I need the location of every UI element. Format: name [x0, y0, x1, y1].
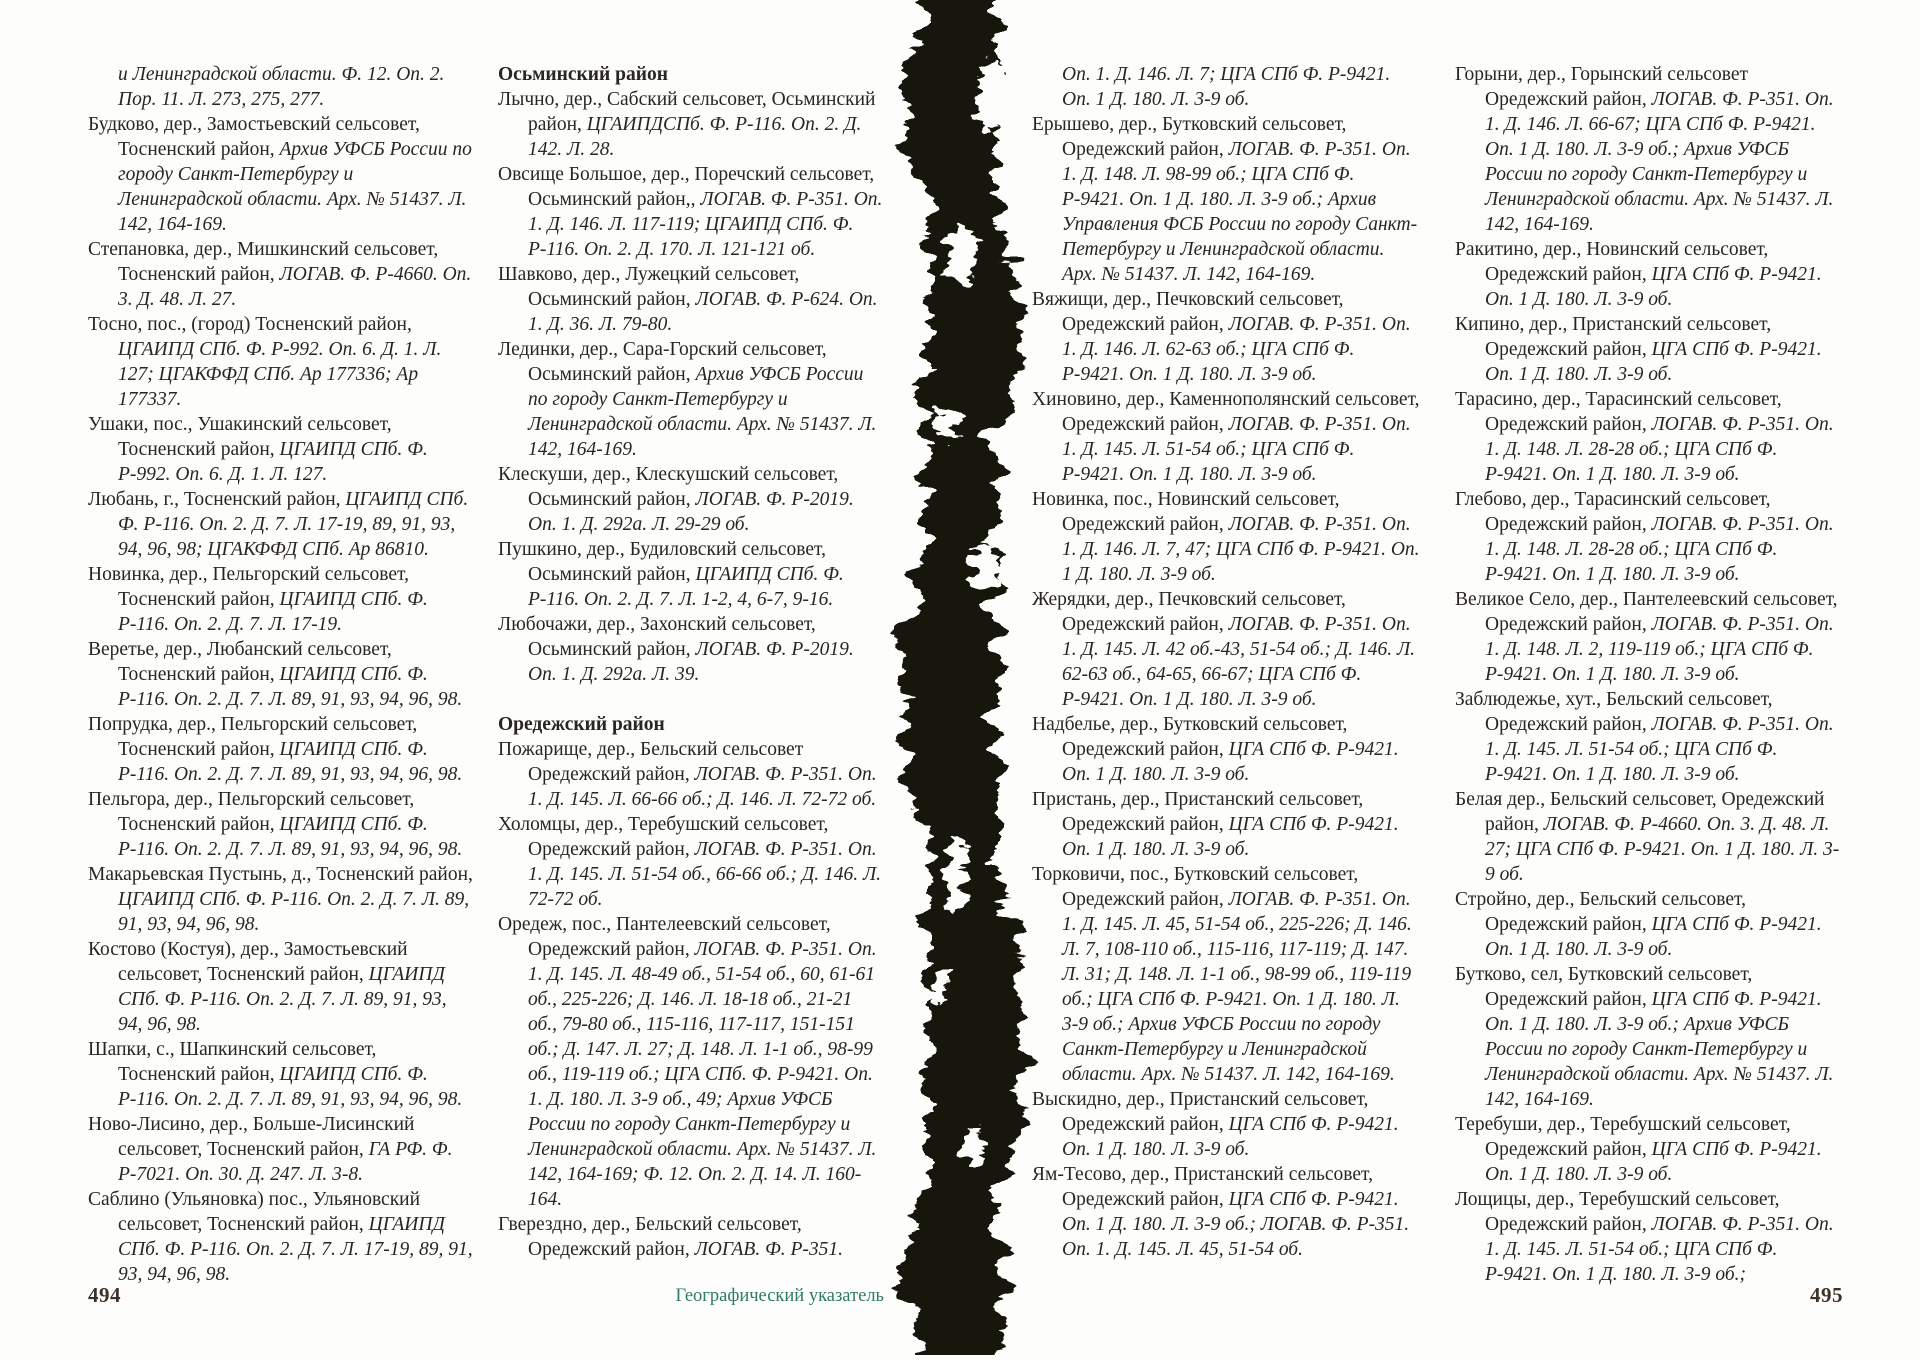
index-entry [1032, 487, 1420, 587]
archive-reference: ЦГА СПб Ф. Р-9421. Оп. 1 Д. 180. Л. 3-9 об. [1062, 1114, 1399, 1160]
index-entry [1455, 1187, 1843, 1287]
place-name: Любочажи, дер., Захонский сельсовет, Осьминский район, [498, 614, 816, 660]
archive-reference: ЦГАИПД СПб. Ф. Р-116. Оп. 2. Д. 7. Л. 89, 91, 93, 94, 96, 98. [118, 739, 463, 785]
place-name: Великое Село, дер., Пантелеевский сельсовет, Оредежский район, [1455, 589, 1838, 635]
index-entry [1455, 587, 1843, 687]
archive-reference: ЛОГАВ. Ф. Р-4660. Оп. 3. Д. 48. Л. 27; ЦГА СПб Ф. Р-9421. Оп. 1 Д. 180. Л. 3-9 об. [1485, 814, 1840, 885]
archive-reference: ЛОГАВ. Ф. Р-351. Оп. 1. Д. 145. Л. 51-54 об.; ЦГА СПб Ф. Р-9421. Оп. 1 Д. 180. Л. 3-9 об. [1485, 714, 1834, 785]
archive-reference: ЦГАИПД СПб. Ф. Р-992. Оп. 6. Д. 1. Л. 127; ЦГАКФФД СПб. Ар 177336; Ар 177337. [118, 339, 442, 410]
left-page-column-2 [498, 62, 884, 1287]
district-heading: Осьминский район [498, 64, 668, 85]
index-entry [498, 1212, 884, 1262]
archive-reference: ЛОГАВ. Ф. Р-351. Оп. 1. Д. 145. Л. 45, 51-54 об., 225-226; Д. 146. Л. 7, 108-110 об., 115-116, 117-119; Д. 147. Л. 31; Д. 148. Л. 1-1 об., 98-99 об., 119-119 об.; ЦГА СПб Ф. Р-9421. Оп. 1 Д. 180. Л. 3-9 об.; Архив УФСБ России по городу Санкт-Петербургу и Ленинградской области. Арх. № 51437. Л. 142, 164-169. [1062, 889, 1412, 1085]
index-entry [1032, 587, 1420, 712]
index-entry [1455, 487, 1843, 587]
index-entry [1455, 687, 1843, 787]
place-name: Степановка, дер., Мишкинский сельсовет, Тосненский район, [88, 239, 439, 285]
index-entry [1032, 862, 1420, 1087]
index-entry [1032, 387, 1420, 487]
archive-reference: ЛОГАВ. Ф. Р-351. Оп. 1. Д. 146. Л. 117-119; ЦГАИПД СПб. Ф. Р-116. Оп. 2. Д. 170. Л. 121-121 об. [528, 189, 883, 260]
archive-reference: ЦГАИПД СПб. Ф. Р-116. Оп. 2. Д. 7. Л. 17-19. [118, 589, 428, 635]
archive-reference: ЛОГАВ. Ф. Р-351. Оп. 1. Д. 145. Л. 51-54 об., 66-66 об.; Д. 146. Л. 72-72 об. [528, 839, 882, 910]
archive-reference: ЦГА СПб Ф. Р-9421. Оп. 1 Д. 180. Л. 3-9 об. [1485, 264, 1822, 310]
page-right [1032, 62, 1844, 1287]
index-entry [88, 312, 474, 412]
index-entry [88, 712, 474, 787]
place-name: Ям-Тесово, дер., Пристанский сельсовет, Оредежский район, [1032, 1164, 1373, 1210]
archive-reference: ЦГАИПД СПб. Ф. Р-992. Оп. 6. Д. 1. Л. 127. [118, 439, 428, 485]
place-name: Хиновино, дер., Каменнополянский сельсовет, Оредежский район, [1032, 389, 1420, 435]
place-name: Веретье, дер., Любанский сельсовет, Тосненский район, [88, 639, 392, 685]
place-name: Стройно, дер., Бельский сельсовет, Оредежский район, [1455, 889, 1746, 935]
archive-reference: ЦГАИПД СПб. Ф. Р-116. Оп. 2. Д. 7. Л. 17-19, 89, 91, 93, 94, 96, 98; ЦГАКФФД СПб. Ар 86810. [118, 489, 469, 560]
archive-reference: ЛОГАВ. Ф. Р-351. Оп. 1. Д. 145. Л. 48-49 об., 51-54 об., 60, 61-61 об., 225-226; Д. 146. Л. 18-18 об., 21-21 об., 79-80 об., 115-116, 117-117, 151-151 об.; Д. 147. Л. 27; Д. 148. Л. 1-1 об., 98-99 об., 119-119 об.; ЦГА СПб. Ф. Р-9421. Оп. 1. Д. 180. Л. 3-9 об., 49; Архив УФСБ России по городу Санкт-Петербургу и Ленинградской области. Арх. № 51437. Л. 142, 164-169; Ф. 12. Оп. 2. Д. 14. Л. 160-164. [528, 939, 877, 1210]
left-page-column-1 [88, 62, 474, 1287]
index-entry-continuation [88, 62, 474, 112]
archive-reference: ЦГА СПб Ф. Р-9421. Оп. 1 Д. 180. Л. 3-9 об. [1485, 1139, 1822, 1185]
index-entry [88, 562, 474, 637]
place-name: Лощицы, дер., Теребушский сельсовет, Оредежский район, [1455, 1189, 1780, 1235]
place-name: Белая дер., Бельский сельсовет, Оредежский район, [1455, 789, 1825, 835]
archive-reference: ЦГАИПД СПб. Ф. Р-116. Оп. 2. Д. 7. Л. 1-2, 4, 6-7, 9-16. [528, 564, 844, 610]
place-name: Овсище Большое, дер., Поречский сельсовет, Осьминский район,, [498, 164, 875, 210]
archive-reference: ЛОГАВ. Ф. Р-351. Оп. 1. Д. 148. Л. 98-99 об.; ЦГА СПб Ф. Р-9421. Оп. 1 Д. 180. Л. 3-9 об.; Архив Управления ФСБ России по городу Санкт-Петербургу и Ленинградской области. Арх. № 51437. Л. 142, 164-169. [1062, 139, 1418, 285]
archive-reference: ЛОГАВ. Ф. Р-4660. Оп. 3. Д. 48. Л. 27. [118, 264, 472, 310]
index-entry [1455, 312, 1843, 387]
place-name: Холомцы, дер., Теребушский сельсовет, Оредежский район, [498, 814, 829, 860]
place-name: Горыни, дер., Горынский сельсовет Оредежский район, [1455, 64, 1749, 110]
place-name: Лединки, дер., Сара-Горский сельсовет, Осьминский район, [498, 339, 827, 385]
archive-reference: Архив УФСБ России по городу Санкт-Петербургу и Ленинградской области. Арх. № 51437. Л. 142, 164-169. [528, 364, 877, 460]
place-name: Пристань, дер., Пристанский сельсовет, Оредежский район, [1032, 789, 1364, 835]
index-entry [88, 862, 474, 937]
right-page-column-1 [1032, 62, 1420, 1287]
index-entry [1455, 62, 1843, 237]
archive-reference: ЦГАИПД СПб. Ф. Р-116. Оп. 2. Д. 7. Л. 17-19, 89, 91, 93, 94, 96, 98. [118, 1214, 473, 1285]
index-entry [498, 87, 884, 162]
place-name: Ново-Лисино, дер., Больше-Лисинский сельсовет, Тосненский район, [88, 1114, 415, 1160]
place-name: Тосно, пос., (город) Тосненский район, [88, 314, 412, 335]
place-name: Ушаки, пос., Ушакинский сельсовет, Тосненский район, [88, 414, 392, 460]
archive-reference: ЛОГАВ. Ф. Р-351. Оп. 1. Д. 146. Л. 7, 47; ЦГА СПб Ф. Р-9421. Оп. 1 Д. 180. Л. 3-9 об. [1062, 514, 1420, 585]
place-name: Костово (Костуя), дер., Замостьевский сельсовет, Тосненский район, [88, 939, 408, 985]
place-name: Тарасино, дер., Тарасинский сельсовет, Оредежский район, [1455, 389, 1782, 435]
archive-reference: ЦГА СПб Ф. Р-9421. Оп. 1 Д. 180. Л. 3-9 об. [1485, 339, 1822, 385]
archive-reference: ЦГАИПД СПб. Ф. Р-116. Оп. 2. Д. 7. Л. 89, 91, 93, 94, 96, 98. [118, 964, 447, 1035]
place-name: Новинка, дер., Пельгорский сельсовет, Тосненский район, [88, 564, 409, 610]
index-entry [88, 937, 474, 1037]
index-entry [88, 637, 474, 712]
archive-reference: ЦГАИПД СПб. Ф. Р-116. Оп. 2. Д. 7. Л. 89, 91, 93, 94, 96, 98. [118, 1064, 463, 1110]
district-heading: Оредежский район [498, 714, 665, 735]
place-name: Саблино (Ульяновка) пос., Ульяновский сельсовет, Тосненский район, [88, 1189, 421, 1235]
archive-reference: ЦГА СПб Ф. Р-9421. Оп. 1 Д. 180. Л. 3-9 об.; ЛОГАВ. Ф. Р-351. Оп. 1. Д. 145. Л. 45, 51-54 об. [1062, 1189, 1410, 1260]
place-name: Кипино, дер., Пристанский сельсовет, Оредежский район, [1455, 314, 1772, 360]
archive-reference: Оп. 1. Д. 146. Л. 7; ЦГА СПб Ф. Р-9421. Оп. 1 Д. 180. Л. 3-9 об. [1062, 64, 1391, 110]
index-entry [498, 262, 884, 337]
right-page-column-2 [1455, 62, 1843, 1287]
place-name: Надбелье, дер., Бутковский сельсовет, Оредежский район, [1032, 714, 1348, 760]
index-entry [1032, 1162, 1420, 1262]
index-entry [88, 487, 474, 562]
place-name: Любань, г., Тосненский район, [88, 489, 346, 510]
page-number-right: 495 [1810, 1283, 1843, 1307]
archive-reference: ЛОГАВ. Ф. Р-351. Оп. 1. Д. 145. Л. 66-66 об.; Д. 146. Л. 72-72 об. [528, 764, 877, 810]
index-entry-continuation [1032, 62, 1420, 112]
archive-reference: ЛОГАВ. Ф. Р-351. Оп. 1. Д. 148. Л. 28-28 об.; ЦГА СПб Ф. Р-9421. Оп. 1 Д. 180. Л. 3-9 об. [1485, 514, 1834, 585]
index-entry [1032, 1087, 1420, 1162]
index-entry [1455, 387, 1843, 487]
place-name: Пушкино, дер., Будиловский сельсовет, Осьминский район, [498, 539, 826, 585]
place-name: Оредеж, пос., Пантелеевский сельсовет, Оредежский район, [498, 914, 831, 960]
archive-reference: ЦГА СПб Ф. Р-9421. Оп. 1 Д. 180. Л. 3-9 об.; Архив УФСБ России по городу Санкт-Петербургу и Ленинградской области. Арх. № 51437. Л. 142, 164-169. [1485, 989, 1834, 1110]
place-name: Макарьевская Пустынь, д., Тосненский район, [88, 864, 473, 885]
place-name: Лычно, дер., Сабский сельсовет, Осьминский район, [498, 89, 876, 135]
archive-reference: ЦГАИПД СПб. Ф. Р-116. Оп. 2. Д. 7. Л. 89, 91, 93, 94, 96, 98. [118, 889, 470, 935]
archive-reference: ЛОГАВ. Ф. Р-351. Оп. 1. Д. 146. Л. 62-63 об.; ЦГА СПб Ф. Р-9421. Оп. 1 Д. 180. Л. 3-9 об. [1062, 314, 1411, 385]
index-entry [88, 112, 474, 237]
index-entry [1032, 712, 1420, 787]
place-name: Шапки, с., Шапкинский сельсовет, Тосненский район, [88, 1039, 377, 1085]
index-entry [1455, 237, 1843, 312]
right-page-columns [1032, 62, 1844, 1287]
place-name: Торковичи, пос., Бутковский сельсовет, Оредежский район, [1032, 864, 1359, 910]
archive-reference: ЛОГАВ. Ф. Р-351. Оп. 1. Д. 146. Л. 66-67; ЦГА СПб Ф. Р-9421. Оп. 1 Д. 180. Л. 3-9 об.; Архив УФСБ России по городу Санкт-Петербургу и Ленинградской области. Арх. № 51437. Л. 142, 164-169. [1485, 89, 1834, 235]
archive-reference: ЦГАИПДСПб. Ф. Р-116. Оп. 2. Д. 142. Л. 28. [528, 114, 862, 160]
archive-reference: ЛОГАВ. Ф. Р-351. Оп. 1. Д. 145. Л. 51-54 об.; ЦГА СПб Ф. Р-9421. Оп. 1 Д. 180. Л. 3-9 об.; [1485, 1214, 1834, 1285]
index-entry [498, 612, 884, 687]
archive-reference: и Ленинградской области. Ф. 12. Оп. 2. Пор. 11. Л. 273, 275, 277. [118, 64, 445, 110]
archive-reference: ЛОГАВ. Ф. Р-624. Оп. 1. Д. 36. Л. 79-80. [528, 289, 878, 335]
archive-reference: ЛОГАВ. Ф. Р-351. Оп. 1. Д. 145. Л. 42 об.-43, 51-54 об.; Д. 146. Л. 62-63 об., 64-65, 66-67; ЦГА СПб Ф. Р-9421. Оп. 1 Д. 180. Л. 3-9 об. [1062, 614, 1416, 710]
index-entry [88, 1112, 474, 1187]
place-name: Выскидно, дер., Пристанский сельсовет, Оредежский район, [1032, 1089, 1369, 1135]
place-name: Вяжищи, дер., Печковский сельсовет, Оредежский район, [1032, 289, 1344, 335]
index-entry [88, 787, 474, 862]
index-entry [88, 1037, 474, 1112]
index-entry [1455, 887, 1843, 962]
index-entry [498, 912, 884, 1212]
place-name: Ерышево, дер., Бутковский сельсовет, Оредежский район, [1032, 114, 1347, 160]
archive-reference: ЛОГАВ. Ф. Р-351. [694, 1239, 844, 1260]
index-entry [1032, 287, 1420, 387]
index-entry [88, 237, 474, 312]
index-entry [498, 737, 884, 812]
place-name: Пельгора, дер., Пельгорский сельсовет, Тосненский район, [88, 789, 415, 835]
scan-gutter-ink-artifact [884, 0, 1042, 1355]
archive-reference: ЦГА СПб Ф. Р-9421. Оп. 1 Д. 180. Л. 3-9 об. [1062, 814, 1399, 860]
place-name: Клескуши, дер., Клескушский сельсовет, Осьминский район, [498, 464, 839, 510]
archive-reference: ЛОГАВ. Ф. Р-351. Оп. 1. Д. 148. Л. 28-28 об.; ЦГА СПб Ф. Р-9421. Оп. 1 Д. 180. Л. 3-9 об. [1485, 414, 1834, 485]
place-name: Новинка, пос., Новинский сельсовет, Оредежский район, [1032, 489, 1340, 535]
place-name: Теребуши, дер., Теребушский сельсовет, Оредежский район, [1455, 1114, 1791, 1160]
index-entry [88, 1187, 474, 1287]
place-name: Глебово, дер., Тарасинский сельсовет, Оредежский район, [1455, 489, 1771, 535]
index-entry [498, 462, 884, 537]
place-name: Попрудка, дер., Пельгорский сельсовет, Тосненский район, [88, 714, 418, 760]
running-title: Географический указатель [675, 1286, 884, 1306]
archive-reference: ЛОГАВ. Ф. Р-351. Оп. 1. Д. 145. Л. 51-54 об.; ЦГА СПб Ф. Р-9421. Оп. 1 Д. 180. Л. 3-9 об. [1062, 414, 1411, 485]
index-entry [1455, 962, 1843, 1112]
page-left [88, 62, 884, 1287]
archive-reference: ЦГАИПД СПб. Ф. Р-116. Оп. 2. Д. 7. Л. 89, 91, 93, 94, 96, 98. [118, 814, 463, 860]
archive-reference: ЛОГАВ. Ф. Р-2019. Оп. 1. Д. 292а. Л. 39. [528, 639, 854, 685]
place-name: Заблюдежье, хут., Бельский сельсовет, Оредежский район, [1455, 689, 1773, 735]
place-name: Шавково, дер., Лужецкий сельсовет, Осьминский район, [498, 264, 800, 310]
archive-reference: ЦГА СПб Ф. Р-9421. Оп. 1 Д. 180. Л. 3-9 об. [1485, 914, 1822, 960]
place-name: Будково, дер., Замостьевский сельсовет, Тосненский район, [88, 114, 420, 160]
index-entry [88, 412, 474, 487]
archive-reference: ЛОГАВ. Ф. Р-2019. Оп. 1. Д. 292а. Л. 29-29 об. [528, 489, 854, 535]
left-page-columns [88, 62, 884, 1287]
place-name: Гверездно, дер., Бельский сельсовет, Оредежский район, [498, 1214, 802, 1260]
archive-reference: ЦГА СПб Ф. Р-9421. Оп. 1 Д. 180. Л. 3-9 об. [1062, 739, 1399, 785]
index-entry [1455, 1112, 1843, 1187]
archive-reference: ЦГАИПД СПб. Ф. Р-116. Оп. 2. Д. 7. Л. 89, 91, 93, 94, 96, 98. [118, 664, 463, 710]
archive-reference: ГА РФ. Ф. Р-7021. Оп. 30. Д. 247. Л. 3-8. [118, 1139, 453, 1185]
page-number-left: 494 [88, 1283, 121, 1307]
place-name: Ракитино, дер., Новинский сельсовет, Оредежский район, [1455, 239, 1769, 285]
index-entry [498, 537, 884, 612]
index-entry [498, 162, 884, 262]
index-entry [498, 812, 884, 912]
index-entry [1032, 787, 1420, 862]
index-entry [1032, 112, 1420, 287]
place-name: Пожарище, дер., Бельский сельсовет Оредежский район, [498, 739, 804, 785]
index-entry [498, 337, 884, 462]
index-entry [1455, 787, 1843, 887]
archive-reference: ЛОГАВ. Ф. Р-351. Оп. 1. Д. 148. Л. 2, 119-119 об.; ЦГА СПб Ф. Р-9421. Оп. 1 Д. 180. Л. 3-9 об. [1485, 614, 1834, 685]
ink-stain-texture [884, 0, 1042, 1355]
place-name: Жерядки, дер., Печковский сельсовет, Оредежский район, [1032, 589, 1346, 635]
archive-reference: Архив УФСБ России по городу Санкт-Петербургу и Ленинградской области. Арх. № 51437. Л. 142, 164-169. [118, 139, 472, 235]
place-name: Бутково, сел, Бутковский сельсовет, Оредежский район, [1455, 964, 1753, 1010]
